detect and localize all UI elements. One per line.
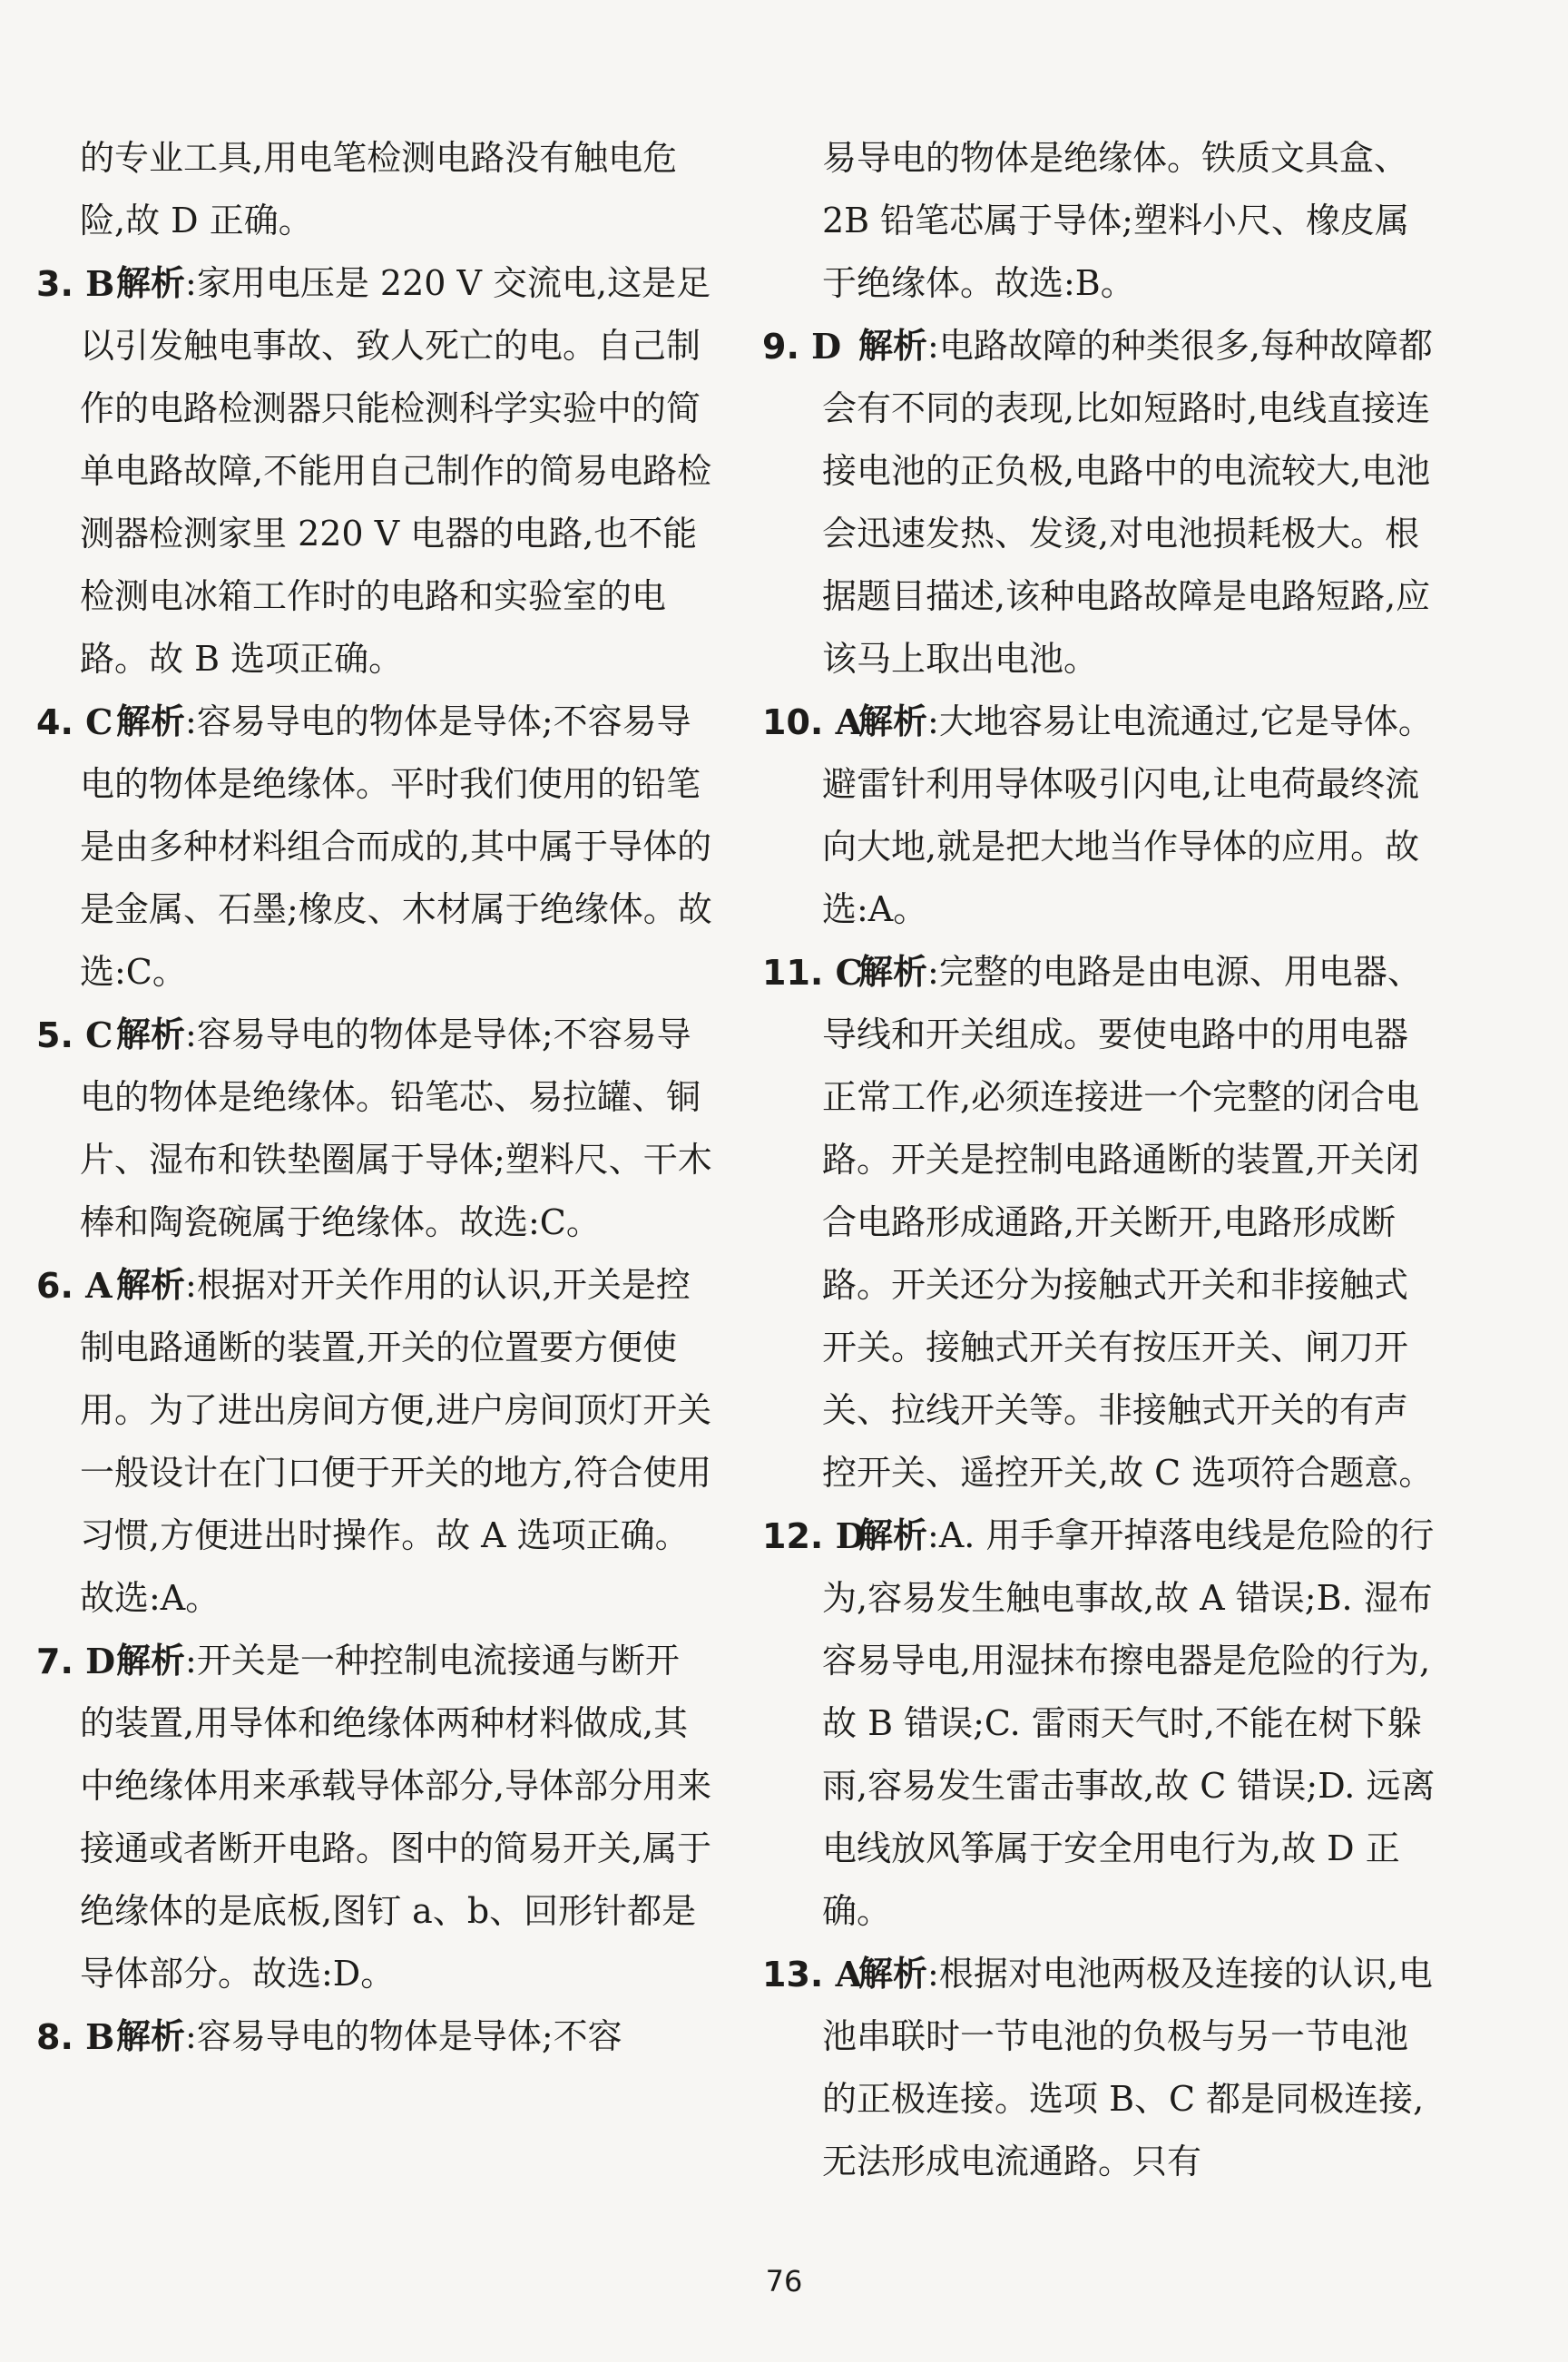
item-number: 4. C bbox=[36, 701, 113, 742]
item-number: 8. B bbox=[36, 2016, 115, 2057]
answer-item-8: 8. B 解析:容易导电的物体是导体;不容 bbox=[36, 2005, 712, 2068]
answer-item-5: 5. C 解析:容易导电的物体是导体;不容易导电的物体是绝缘体。铅笔芯、易拉罐、铜片、湿布和铁垫圈属于导体;塑料尺、干木棒和陶瓷碗属于绝缘体。故选:C。 bbox=[36, 1004, 712, 1254]
answer-item-10: 10. A 解析:大地容易让电流通过,它是导体。避雷针利用导体吸引闪电,让电荷最终流向大地,就是把大地当作导体的应用。故选:A。 bbox=[762, 691, 1438, 941]
item-number: 5. C bbox=[36, 1014, 113, 1055]
right-column bbox=[762, 127, 1438, 2193]
answer-continuation: 的专业工具,用电笔检测电路没有触电危险,故 D 正确。 bbox=[80, 138, 678, 240]
item-number: 9. D bbox=[762, 326, 842, 367]
left-column bbox=[36, 127, 712, 2068]
answer-item-6: 6. A 解析:根据对开关作用的认识,开关是控制电路通断的装置,开关的位置要方便使用。为了进出房间方便,进户房间顶灯开关一般设计在门口便于开关的地方,符合使用习惯,方便进出时操作。故 A 选项正确。故选:A。 bbox=[36, 1254, 712, 1630]
answer-item-7: 7. D 解析:开关是一种控制电流接通与断开的装置,用导体和绝缘体两种材料做成,其中绝缘体用来承载导体部分,导体部分用来接通或者断开电路。图中的简易开关,属于绝缘体的是底板,图钉 a、b、回形针都是导体部分。故选:D。 bbox=[36, 1630, 712, 2005]
item-number: 10. A bbox=[762, 701, 863, 742]
item-number: 11. C bbox=[762, 952, 863, 993]
answer-item-12: 12. D 解析:A. 用手拿开掉落电线是危险的行为,容易发生触电事故,故 A 错误;B. 湿布容易导电,用湿抹布擦电器是危险的行为,故 B 错误;C. 雷雨天气时,不能在树下躲雨,容易发生雷击事故,故 C 错误;D. 远离电线放风筝属于安全用电行为,故 D 正确。 bbox=[762, 1504, 1438, 1943]
item-number: 6. A bbox=[36, 1265, 113, 1306]
item-number: 13. A bbox=[762, 1954, 863, 1994]
answer-item-4: 4. C 解析:容易导电的物体是导体;不容易导电的物体是绝缘体。平时我们使用的铅笔是由多种材料组合而成的,其中属于导体的是金属、石墨;橡皮、木材属于绝缘体。故选:C。 bbox=[36, 691, 712, 1004]
item-number: 3. B bbox=[36, 263, 115, 304]
answer-item-3: 3. B 解析:家用电压是 220 V 交流电,这是足以引发触电事故、致人死亡的电。自己制作的电路检测器只能检测科学实验中的简单电路故障,不能用自己制作的简易电路检测器检测家里 220 V 电器的电路,也不能检测电冰箱工作时的电路和实验室的电路。故 B 选项正确。 bbox=[36, 252, 712, 691]
answer-item-9: 9. D 解析:电路故障的种类很多,每种故障都会有不同的表现,比如短路时,电线直接连接电池的正负极,电路中的电流较大,电池会迅速发热、发烫,对电池损耗极大。根据题目描述,该种电路故障是电路短路,应该马上取出电池。 bbox=[762, 315, 1438, 691]
item-number: 7. D bbox=[36, 1641, 116, 1681]
answer-continuation: 易导电的物体是绝缘体。铁质文具盒、2B 铅笔芯属于导体;塑料小尺、橡皮属于绝缘体。故选:B。 bbox=[822, 138, 1409, 303]
answer-item-13: 13. A 解析:根据对电池两极及连接的认识,电池串联时一节电池的负极与另一节电池的正极连接。选项 B、C 都是同极连接,无法形成电流通路。只有 bbox=[762, 1943, 1438, 2193]
page-number: 76 bbox=[765, 2264, 803, 2298]
answer-item-11: 11. C 解析:完整的电路是由电源、用电器、导线和开关组成。要使电路中的用电器正常工作,必须连接进一个完整的闭合电路。开关是控制电路通断的装置,开关闭合电路形成通路,开关断开,电路形成断路。开关还分为接触式开关和非接触式开关。接触式开关有按压开关、闸刀开关、拉线开关等。非接触式开关的有声控开关、遥控开关,故 C 选项符合题意。 bbox=[762, 941, 1438, 1504]
item-number: 12. D bbox=[762, 1515, 866, 1556]
